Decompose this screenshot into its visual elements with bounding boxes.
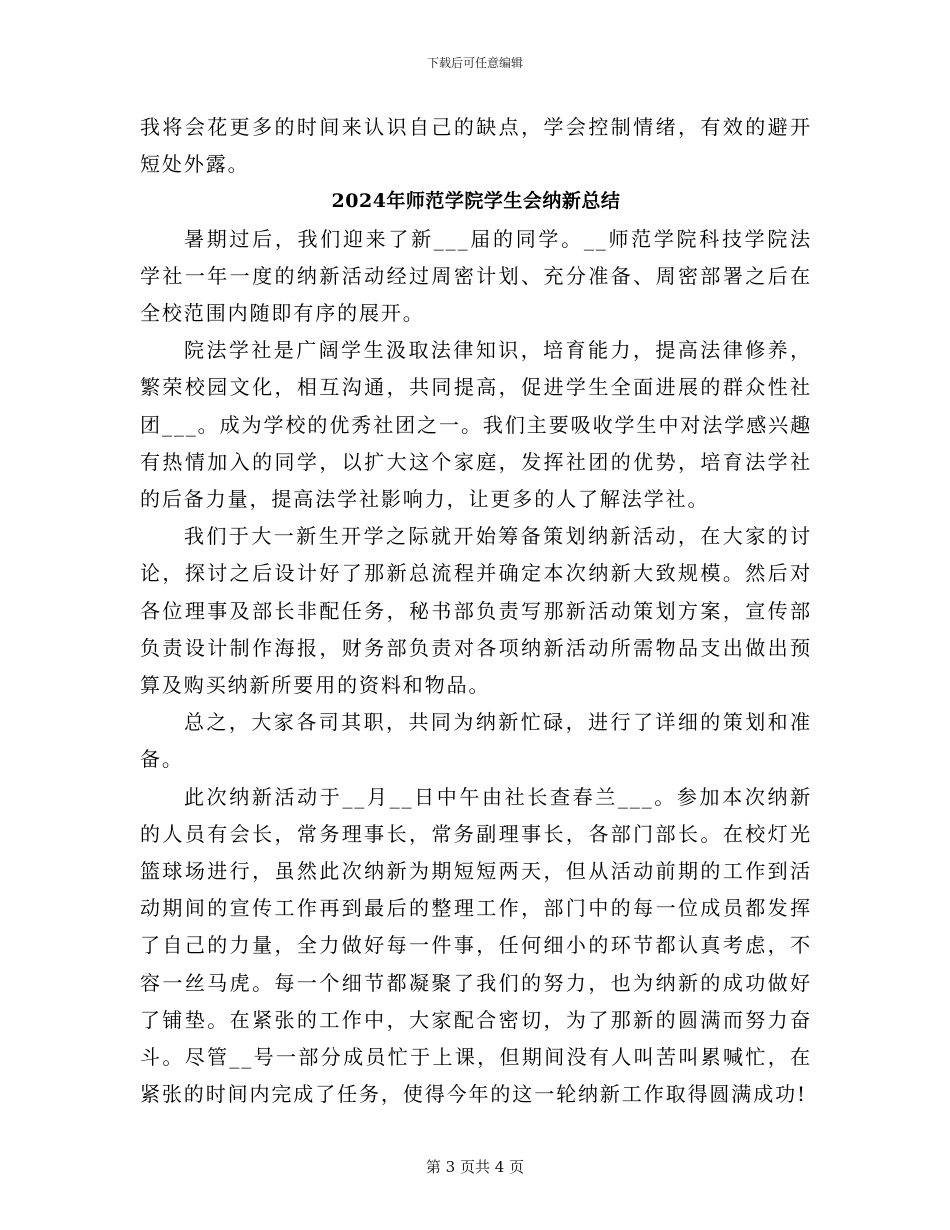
page-number: 第 3 页共 4 页 <box>425 1158 525 1176</box>
paragraph-3: 我们于大一新生开学之际就开始筹备策划纳新活动，在大家的讨论，探讨之后设计好了那新总流程并确定本次纳新大致规模。然后对各位理事及部长非配任务，秘书部负责写那新活动策划方案，宣传部负责设计制作海报，财务部负责对各项纳新活动所需物品支出做出预算及购买纳新所要用的资料和物品。 <box>140 524 812 698</box>
paragraph-5: 此次纳新活动于__月__日中午由社长查春兰___。参加本次纳新的人员有会长，常务理事长，常务副理事长，各部门部长。在校灯光篮球场进行，虽然此次纳新为期短短两天，但从活动前期的工作到活动期间的宣传工作再到最后的整理工作，部门中的每一位成员都发挥了自己的力量，全力做好每一件事，任何细小的环节都认真考虑，不容一丝马虎。每一个细节都凝聚了我们的努力，也为纳新的成功做好了铺垫。在紧张的工作中，大家配合密切，为了那新的圆满而努力奋斗。尽管__号一部分成员忙于上课，但期间没有人叫苦叫累喊忙，在紧张的时间内完成了任务，使得今年的这一轮纳新工作取得圆满成功! <box>140 784 812 1107</box>
paragraph-1: 暑期过后，我们迎来了新___届的同学。__师范学院科技学院法学社一年一度的纳新活动经过周密计划、充分准备、周密部署之后在全校范围内随即有序的展开。 <box>140 226 812 326</box>
header-note: 下载后可任意编辑 <box>426 56 523 70</box>
document-title: 2024年师范学院学生会纳新总结 <box>331 190 621 213</box>
paragraph-2: 院法学社是广阔学生汲取法律知识，培育能力，提高法律修养，繁荣校园文化，相互沟通，共同提高，促进学生全面进展的群众性社团___。成为学校的优秀社团之一。我们主要吸收学生中对法学感兴趣有热情加入的同学，以扩大这个家庭，发挥社团的优势，培育法学社的后备力量，提高法学社影响力，让更多的人了解法学社。 <box>140 338 812 512</box>
continuation-paragraph: 我将会花更多的时间来认识自己的缺点，学会控制情绪，有效的避开短处外露。 <box>140 115 812 177</box>
document-body <box>140 109 812 1113</box>
paragraph-4: 总之，大家各司其职，共同为纳新忙碌，进行了详细的策划和准备。 <box>140 710 812 772</box>
